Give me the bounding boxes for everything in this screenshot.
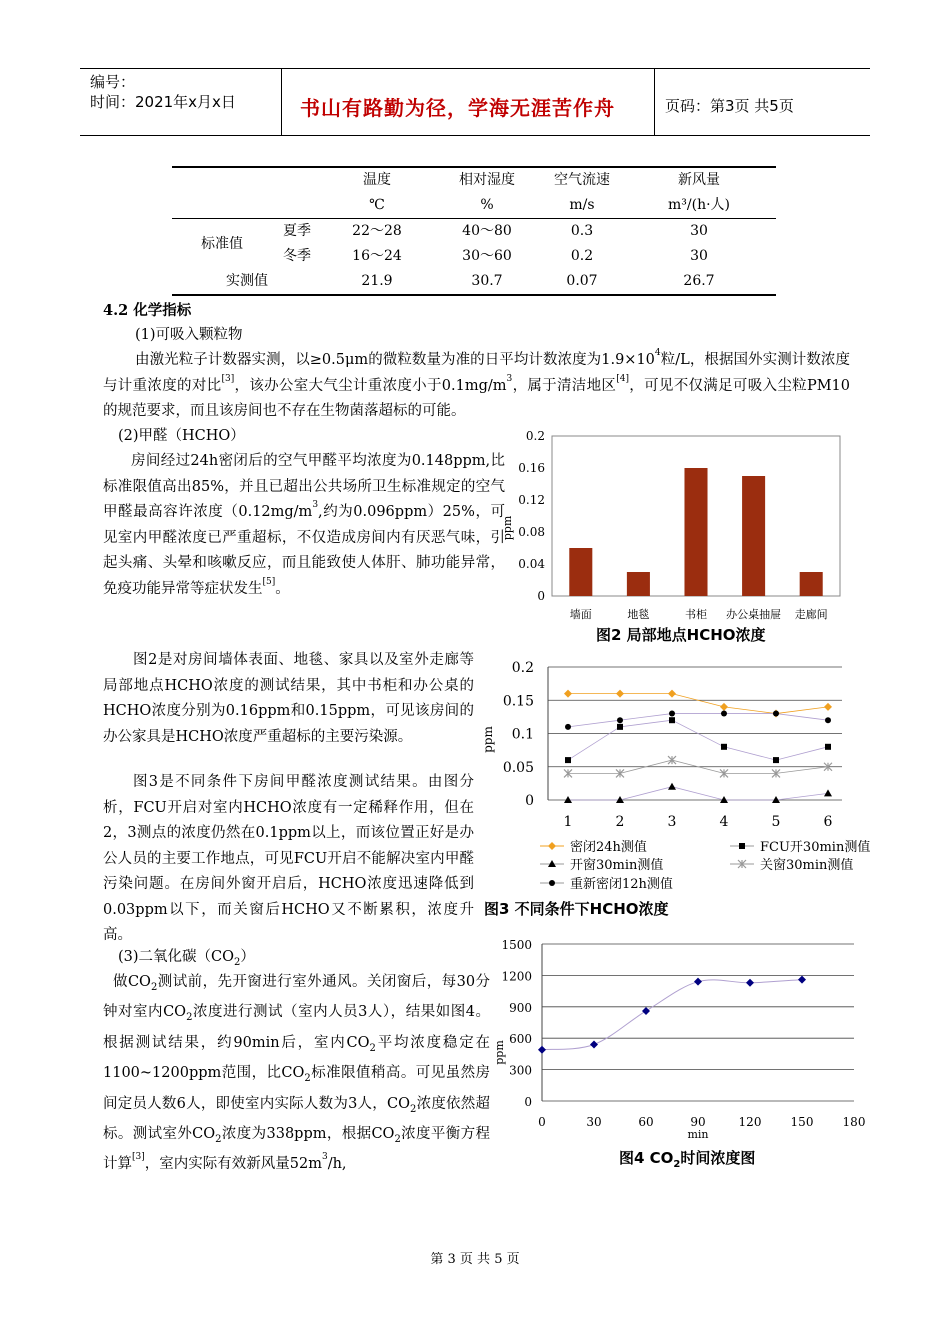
data-point [616, 690, 624, 698]
x-tick-label: 地毯 [627, 608, 650, 621]
y-tick-label: 300 [509, 1063, 532, 1078]
legend-marker [548, 842, 556, 850]
fig3-line-chart [481, 655, 871, 895]
data-point [538, 1046, 546, 1054]
table-cell: 0.3 [570, 223, 594, 239]
data-point [720, 703, 728, 711]
table-cell: 0.07 [566, 273, 598, 289]
x-tick-label: 90 [690, 1115, 706, 1129]
fig4-co2-chart [495, 932, 870, 1142]
page-footer: 第 3 页 共 5 页 [430, 1252, 520, 1267]
legend-label: 密闭24h测值 [570, 840, 647, 855]
table-cell: 22～28 [352, 223, 402, 239]
data-point [669, 717, 675, 723]
x-axis-label: min [687, 1128, 709, 1141]
bar [684, 468, 707, 596]
x-tick-label: 30 [586, 1115, 602, 1129]
x-tick-label: 180 [842, 1115, 866, 1129]
x-tick-label: 2 [615, 814, 625, 830]
doc-date-label: 时间：2021年x月x日 [90, 93, 236, 111]
legend-marker [549, 880, 555, 886]
y-tick-label: 1500 [501, 938, 532, 952]
data-point [721, 744, 727, 750]
table-cell: 40～80 [462, 223, 512, 239]
column-header: 相对湿度 [459, 172, 515, 188]
fig2-caption: 图2 局部地点HCHO浓度 [596, 626, 766, 644]
x-tick-label: 办公桌抽屉 [726, 608, 782, 621]
y-tick-label: 900 [509, 1000, 532, 1015]
legend-label: FCU开30min测值 [760, 840, 871, 855]
x-tick-label: 书柜 [685, 608, 707, 621]
table-row [172, 269, 776, 295]
y-tick-label: 0.04 [518, 557, 545, 571]
fig2-bar-chart [501, 428, 850, 624]
x-tick-label: 1 [563, 814, 573, 830]
x-tick-label: 5 [771, 814, 781, 830]
column-header: 新风量 [678, 172, 720, 188]
y-tick-label: 600 [509, 1032, 532, 1047]
y-tick-label: 0 [524, 1095, 532, 1109]
row-label: 夏季 [283, 223, 311, 239]
legend-label: 关窗30min测值 [760, 858, 854, 873]
subsection-title: (3)二氧化碳$(CO_2)$ [118, 949, 255, 968]
table-cell: 21.9 [361, 273, 393, 289]
table-cell: 30 [690, 223, 708, 239]
data-point [668, 783, 676, 790]
data-point [824, 789, 832, 796]
column-unit: ℃ [369, 197, 385, 213]
data-point [564, 796, 572, 803]
data-point [565, 724, 571, 730]
data-point [746, 979, 754, 987]
paragraph-co2: 做$CO_2$测试前，先开窗进行室外通风。关闭窗后，每30分钟对室内$CO_2$浓度进行测试（室内人员3人），结果如图4。根据测试结果，约90min后，室内$CO_2$平均浓度稳定在1100~1200ppm范围，比$CO_2$标准限值稍高。可见虽然房间定员人数6人，即使室内实际人数为3人，$CO_2$浓度依然超标。测试室外$CO_2$浓度为338ppm，根据$CO_2$浓度平衡方程计算[3]，室内实际有效新风量$52m^3/h$, [103, 974, 491, 1173]
bar [569, 548, 592, 596]
table-cell: 0.2 [570, 248, 594, 264]
table-cell: 26.7 [683, 273, 715, 289]
header-top-rule [80, 68, 870, 69]
y-tick-label: 0.12 [518, 493, 545, 507]
y-tick-label: 0.08 [518, 525, 545, 539]
data-point [565, 757, 571, 763]
series-line [568, 787, 828, 800]
subsection-title: (2)甲醛（HCHO） [118, 428, 245, 444]
legend-label: 重新密闭12h测值 [570, 877, 673, 892]
y-tick-label: 1200 [501, 969, 532, 984]
row-label: 冬季 [283, 248, 311, 264]
y-tick-label: 0.2 [525, 429, 545, 443]
column-header: 温度 [363, 172, 391, 188]
column-unit: % [480, 197, 494, 213]
table-row [172, 219, 776, 245]
x-tick-label: 4 [719, 814, 729, 830]
x-tick-label: 6 [823, 814, 833, 830]
table-cell: 30 [690, 248, 708, 264]
table-cell: 30.7 [471, 273, 503, 289]
data-point [564, 690, 572, 698]
row-group-label: 标准值 [201, 235, 243, 252]
x-tick-label: 3 [667, 814, 677, 830]
header-page-info: 页码：第3页 共5页 [665, 97, 794, 115]
series-line [568, 714, 828, 727]
data-point [825, 717, 831, 723]
data-point [617, 724, 623, 730]
y-tick-label: 0.2 [511, 660, 534, 676]
y-tick-label: 0.1 [511, 726, 534, 743]
bar [627, 572, 650, 596]
column-header: 空气流速 [554, 172, 610, 188]
data-point [721, 711, 727, 717]
co2-curve [542, 980, 802, 1050]
y-axis-label: ppm [493, 1040, 506, 1065]
data-point [642, 1007, 650, 1015]
data-point [798, 976, 806, 984]
table-cell: 30～60 [462, 248, 512, 264]
fig4-caption: 图4 $CO_2$时间浓度图 [619, 1149, 756, 1170]
x-tick-label: 墙面 [569, 608, 592, 621]
fig3-caption: 图3 不同条件下HCHO浓度 [484, 900, 669, 918]
data-point [669, 711, 675, 717]
y-tick-label: 0.15 [502, 693, 534, 710]
y-tick-label: 0.05 [502, 759, 534, 776]
bar [742, 476, 765, 596]
subsection-title: (1)可吸入颗粒物 [135, 327, 243, 343]
header-divider [654, 68, 655, 136]
section-heading: 4.2 化学指标 [103, 302, 192, 319]
series-line [568, 720, 828, 760]
y-tick-label: 0.16 [518, 461, 545, 475]
data-point [668, 756, 676, 764]
data-point [590, 1040, 598, 1048]
data-point [825, 744, 831, 750]
header-bottom-rule [80, 135, 870, 136]
data-point [824, 703, 832, 711]
header-divider [281, 68, 282, 136]
legend-marker [739, 843, 745, 849]
column-unit: m/s [569, 197, 595, 213]
data-point [694, 978, 702, 986]
x-tick-label: 走廊间 [794, 608, 828, 621]
paragraph-particles: 由激光粒子计数器实测，以≥0.5μm的微粒数量为准的日平均计数浓度为$1.9\times 10^4$粒/L，根据国外实测计数浓度与计重浓度的对比[3]，该办公室大气尘计重浓度小于$0.1mg/m^3$，属于清洁地区[4]，可见不仅满足可吸入尘粒PM10的规范要求，而且该房间也不存在生物菌落超标的可能。 [103, 348, 851, 419]
x-tick-label: 120 [738, 1115, 762, 1129]
indoor-parameters-table [172, 166, 776, 296]
data-point [617, 717, 623, 723]
series-line [568, 694, 828, 714]
header-motto: 书山有路勤为径，学海无涯苦作舟 [300, 96, 615, 120]
y-axis-label: ppm [481, 726, 495, 753]
doc-number-label: 编号： [90, 73, 136, 91]
bar [800, 572, 823, 596]
legend-label: 开窗30min测值 [570, 858, 664, 873]
paragraph-formaldehyde: 房间经过24h密闭后的空气甲醛平均浓度为0.148ppm,比标准限值高出85%，并且已超出公共场所卫生标准规定的空气甲醛最高容许浓度（$0.12mg/m^3$,约为0.096ppm）25%，可见室内甲醛浓度已严重超标，不仅造成房间内有厌恶气味，引起头痛、头晕和咳嗽反应，而且能致使人体肝、肺功能异常，免疫功能异常等症状发生[5]。 [103, 453, 505, 597]
data-point [773, 757, 779, 763]
paragraph-fig3-discussion: 图3是不同条件下房间甲醛浓度测试结果。由图分析，FCU开启对室内HCHO浓度有一定稀释作用，但在2，3测点的浓度仍然在0.1ppm以上，而该位置正好是办公人员的主要工作地点，可见FCU开启不能解决室内甲醛污染问题。在房间外窗开启后，HCHO浓度迅速降低到0.03ppm以下，而关窗后HCHO又不断累积，浓度升高。 [103, 774, 474, 943]
row-label: 实测值 [226, 273, 268, 289]
y-tick-label: 0 [537, 589, 545, 603]
x-tick-label: 150 [790, 1115, 814, 1129]
data-point [668, 690, 676, 698]
y-tick-label: 0 [525, 793, 534, 809]
data-point [773, 711, 779, 717]
column-unit: m³/(h·人) [668, 197, 730, 213]
table-cell: 16～24 [352, 248, 402, 264]
paragraph-fig2-discussion: 图2是对房间墙体表面、地毯、家具以及室外走廊等局部地点HCHO浓度的测试结果，其中书柜和办公桌的HCHO浓度分别为0.16ppm和0.15ppm，可见该房间的办公家具是HCHO浓度严重超标的主要污染源。 [103, 652, 474, 745]
x-tick-label: 0 [538, 1115, 546, 1129]
y-axis-label: ppm [501, 515, 514, 541]
x-tick-label: 60 [638, 1115, 654, 1129]
